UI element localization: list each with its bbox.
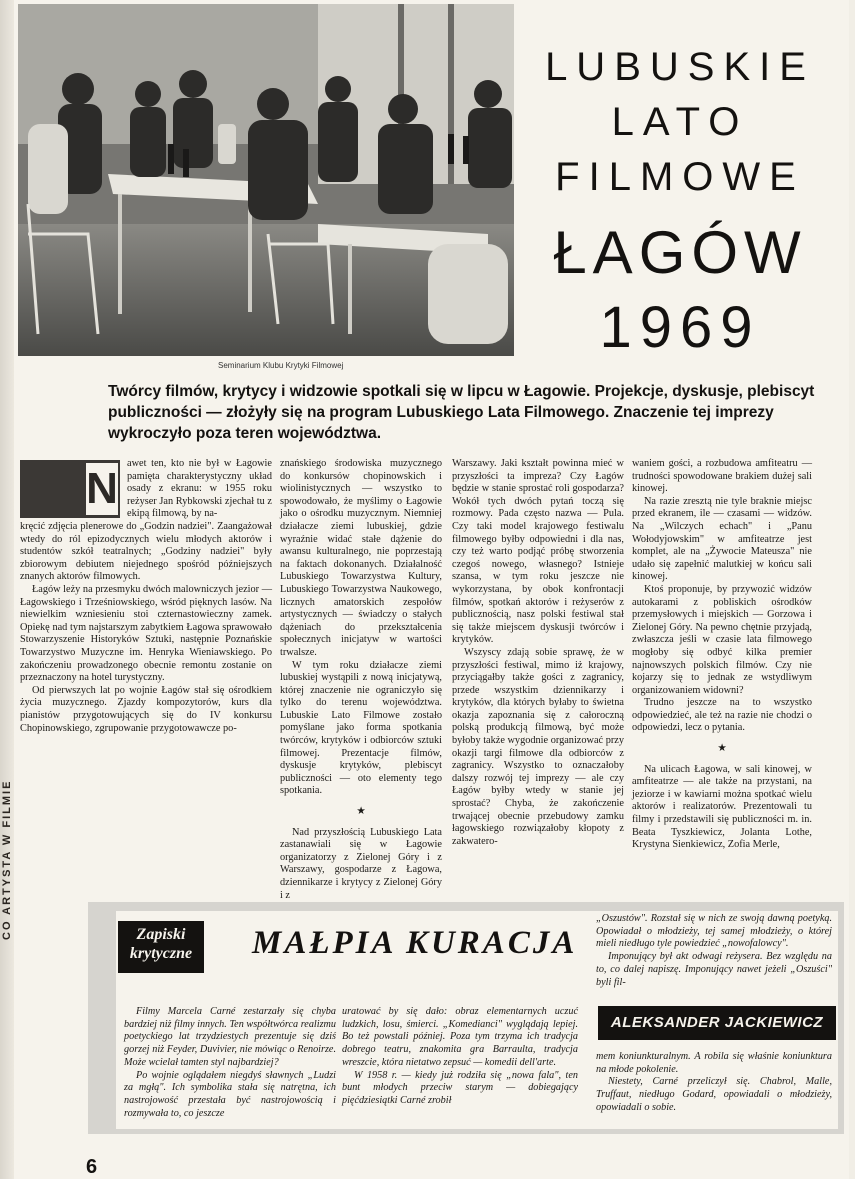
review-badge: Zapiski krytyczne bbox=[118, 921, 204, 973]
page-binding bbox=[0, 0, 14, 1179]
page-number: 6 bbox=[86, 1156, 98, 1178]
drop-cap bbox=[20, 460, 120, 518]
article-paragraph: Trudno jeszcze na to wszystko odpowiedzieć, ale też na razie nie chodzi o odpowiedzi, lecz o pytania. bbox=[632, 697, 812, 734]
seminar-photo-drawing bbox=[18, 4, 514, 356]
review-title: MAŁPIA KURACJA bbox=[252, 925, 578, 961]
article-column-3 bbox=[452, 458, 624, 848]
article-paragraph: kręcić zdjęcia plenerowe do „Godzin nadziei". Zaangażował wtedy do ról epizodycznych wielu młodych aktorów i studentów szkół teatralnych; „Godziny nadziei" były zbiorowym debiutem niejednego spośród późniejszych znanych aktorów filmowych. bbox=[20, 521, 272, 583]
drop-cap-letter: N bbox=[86, 464, 118, 513]
article-paragraph: Na razie zresztą nie tyle braknie miejsc przed ekranem, ile — czasami — widzów. Na „Wilczych echach" i „Panu Wołodyjowskim" w amfiteatrze jest komplet, ale na „Żywocie Mateusza" nie udało się zapełnić malutkiej w końcu sali kinowej. bbox=[632, 495, 812, 583]
review-paragraph: Filmy Marcela Carné zestarzały się chyba bardziej niż filmy innych. Ten współtwórca realizmu poetyckiego lat trzydziestych prezentuje się dziś gorzej niż Feyder, Duvivier, nie mówiąc o Renoirze. Może wcielał tamten styl najbardziej? bbox=[124, 1006, 336, 1068]
article-paragraph: Od pierwszych lat po wojnie Łagów stał się ośrodkiem życia muzycznego. Zjazdy kompozytorów, kurs dla pianistów przygotowujących się do IV konkursu Chopinowskiego, zgrupowanie przygotowawcze po- bbox=[20, 684, 272, 734]
article-paragraph: Ktoś proponuje, by przywozić widzów autokarami z pobliskich ośrodków przemysłowych i miejskich — Gorzowa i Zielonej Góry. Na pewno chętnie przyjadą, zwłaszcza jeśli w czasie lata filmowego mogłoby się odbyć kilka premier najnowszych polskich filmów. Czy nie kojarzy się to jednak ze wstydliwym organizowaniem widowni? bbox=[632, 583, 812, 696]
article-paragraph: Nad przyszłością Lubuskiego Lata zastanawiali się w Łagowie organizatorzy z Zielonej Góry i z Warszawy, gospodarze z Łagowa, dziennikarze i krytycy z Zielonej Góry i z bbox=[280, 826, 442, 901]
article-paragraph: Warszawy. Jaki kształt powinna mieć w przyszłości ta impreza? Czy Łagów będzie w stanie sprostać roli gospodarza? Wokół tych dwóch pytań toczą się rozmowy. Pada często nazwa — Pula. Czy taki model krajowego festiwalu filmowego byłby odpowiedni i dla nas, czy też warto podjąć próbę stworzenia czegoś nowego, własnego? Istnieje szansa, w tym roku jeszcze nie wykorzystana, by obok konfrontacji filmów, spotkań aktorów i reżyserów z publicznością, nasz polski festiwal stał się także miejscem dyskusji twórców i krytyków. bbox=[452, 458, 624, 646]
review-column-4 bbox=[596, 1051, 832, 1115]
article-column-2 bbox=[280, 458, 442, 902]
title-place: ŁAGÓW bbox=[553, 219, 807, 286]
review-author: ALEKSANDER JACKIEWICZ bbox=[598, 1006, 836, 1040]
article-column-1 bbox=[20, 521, 272, 735]
review-paragraph: Po wojnie oglądałem niegdyś sławnych „Ludzi za mgłą". Ich symbolika stała się natrętna, ich nastrojowość przestała być nastrojowością i rozmywała to, co jeszcze bbox=[124, 1069, 336, 1119]
review-column-1 bbox=[124, 1006, 336, 1120]
section-star: ★ bbox=[356, 806, 366, 818]
photo-caption: Seminarium Klubu Krytyki Filmowej bbox=[218, 361, 344, 370]
article-column-4 bbox=[632, 458, 812, 852]
title-year: 1969 bbox=[599, 295, 761, 360]
seminar-photo bbox=[18, 4, 514, 356]
article-paragraph: awet ten, kto nie był w Łagowie pamięta charakterystyczny układ osady z ekranu: w 1955 roku reżyser Jan Rybkowski zjechał tu z ekipą filmową, by na- bbox=[127, 458, 272, 520]
article-paragraph: znańskiego środowiska muzycznego do konkursów chopinowskich i wiolinistycznych — wszystko to spowodowało, że myślimy o Łagowie jako o ośrodku muzycznym. Niemniej działacze ziemi lubuskiej, gdzie wyraźnie widać stałe dążenie do awansu kulturalnego, nie poprzestają na faktach dokonanych. Działalność Lubuskiego Towarzystwa Kultury, Lubuskiego Towarzystwa Naukowego, licznych amatorskich zespołów artystycznych — świadczy o stałych dążeniach do przekształcenia społecznych inicjatyw w wartości trwalsze. bbox=[280, 458, 442, 658]
review-paragraph: W 1958 r. — kiedy już rodziła się „nowa fala", ten bunt młodych przeciw starym — dobiegający pięćdziesiątki Carné zrobił bbox=[342, 1069, 578, 1106]
article-lead: Twórcy filmów, krytycy i widzowie spotkali się w lipcu w Łagowie. Projekcje, dyskusje, plebiscyt publiczności — złożyły się na program Lubuskiego Lata Filmowego. Znaczenie tej imprezy wykroczyło poza teren województwa. bbox=[108, 383, 815, 442]
title-line-3: FILMOWE bbox=[555, 155, 805, 199]
title-line-2: LATO bbox=[611, 100, 749, 144]
article-column-1-top bbox=[127, 458, 272, 521]
review-paragraph: Niestety, Carné przeliczył się. Chabrol, Malle, Truffaut, niedługo Godard, opowiadali o młodzieży, opowiadali o sobie. bbox=[596, 1076, 832, 1113]
review-paragraph: „Oszustów". Rozstał się w nich ze swoją dawną poetyką. Opowiadał o młodzieży, tej samej młodzieży, o której mieli niedługo tyle powiedzieć „nowofalowcy". bbox=[596, 913, 832, 950]
title-line-1: LUBUSKIE bbox=[545, 45, 815, 89]
review-column-2 bbox=[342, 1006, 578, 1108]
article-paragraph: W tym roku działacze ziemi lubuskiej wystąpili z nową inicjatywą, której znaczenie nie ograniczyło się tylko do terenu województwa. Lubuskie Lato Filmowe zostało pomyślane jako forma spotkania twórców, krytyków i odbiorców sztuki filmowej. Prezentacje filmów, dyskusje krytyków, plebiscyt publiczności — oto elementy tego spotkania. bbox=[280, 659, 442, 797]
review-column-3 bbox=[596, 913, 832, 989]
article-paragraph: Wszyscy zdają sobie sprawę, że w przyszłości festiwal, mimo iż krajowy, przyciągałby także gości z zagranicy, przede wszystkim dziennikarzy i krytyków, dla których byłaby to świetna okazja zapoznania się z całoroczną polską produkcją filmową, być może byłoby także wygodnie organizować przy okazji targi filmowe dla odbiorców z zagranicy. Wszystko to oznaczałoby dalszy rozwój tej imprezy — ale czy Łagów byłby wtedy w stanie jej sprostać? Chyba, że zakończenie trwającej obecnie przebudowy zamku łagowskiego rozwiązałoby kłopoty z zakwatero- bbox=[452, 646, 624, 847]
article-paragraph: Na ulicach Łagowa, w sali kinowej, w amfiteatrze — ale także na przystani, na jeziorze i w kawiarni można spotkać wielu aktorów i realizatorów. Prezentowali tu filmy i przedstawili się publiczności m. in. Beata Tyszkiewicz, Jolanta Lothe, Krystyna Sienkiewicz, Zofia Merle, bbox=[632, 763, 812, 851]
article-paragraph: waniem gości, a rozbudowa amfiteatru — trudności spowodowane brakiem dużej sali kinowej. bbox=[632, 458, 812, 495]
review-paragraph: mem koniunkturalnym. A robila się właśnie koniunktura na młode pokolenie. bbox=[596, 1051, 832, 1075]
article-paragraph: Łagów leży na przesmyku dwóch malowniczych jezior — Łagowskiego i Trześniowskiego, wśród pięknych lasów. Na niewielkim wzniesieniu stoi czternastowieczny zamek. Opiekę nad tym najstarszym zabytkiem Łagowa sprawowało Stowarzyszenie Historyków Sztuki, następnie Poznańskie Towarzystwo Muzyczne im. Henryka Wieniawskiego. Po zakończeniu prowadzonego obecnie remontu zostanie on przeznaczony na hotel turystyczny. bbox=[20, 583, 272, 684]
review-paragraph: Imponujący był akt odwagi reżysera. Bez względu na to, co dalej napiszę. Imponujący nawet jeżeli „Oszuści" byli fil- bbox=[596, 951, 832, 988]
review-paragraph: uratować by się dało: obraz elementarnych uczuć ludzkich, losu, śmierci. „Komedianci" wyglądają lepiej. Bo też powstali później. Poza tym trzyma ich tradycja dobrego teatru, znakomita gra Barraulta, tradycja wreszcie, która nietatwo zepsuć — komedii dell'arte. bbox=[342, 1006, 578, 1068]
binding-text: CO ARTYSTA W FILMIE bbox=[1, 779, 13, 940]
article-title bbox=[520, 40, 840, 361]
section-star: ★ bbox=[717, 743, 727, 755]
